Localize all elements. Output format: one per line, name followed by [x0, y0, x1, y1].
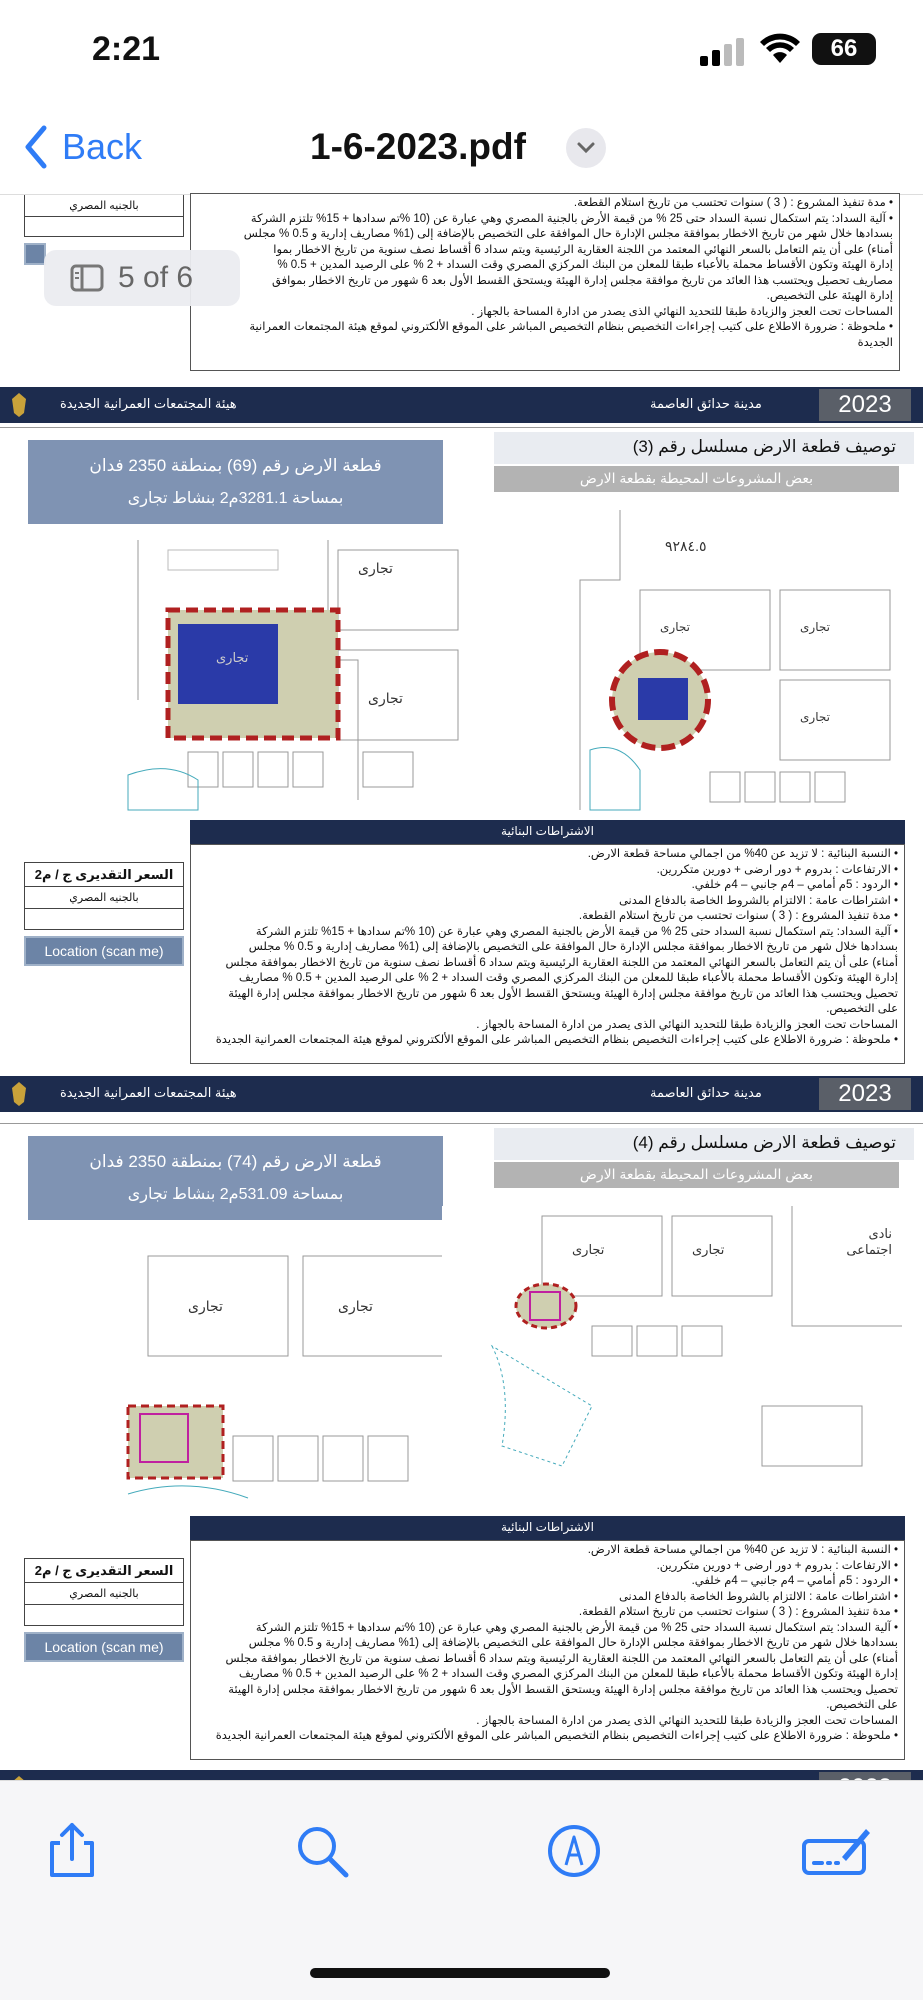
- spec-line: • ملحوظة : ضرورة الاطلاع على كتيب إجراءات التخصيص بنظام التخصيص المباشر على الموقع الألكتروني لموقع هيئة المجتمعات العمرانية الجديدة: [215, 1034, 898, 1046]
- price-value: [25, 909, 183, 931]
- map-label: تجارى: [216, 650, 249, 665]
- spec-line: • النسبة البنائية : لا تزيد عن 40% من اجمالي مساحة قطعة الارض.: [587, 848, 898, 860]
- price-box: [24, 862, 184, 930]
- spec-line: • اشتراطات عامة : الالتزام بالشروط الخاصة بالدفاع المدنى: [618, 894, 898, 907]
- section-title: توصيف قطعة الارض مسلسل رقم (3): [494, 432, 914, 464]
- signature-icon[interactable]: [800, 1821, 872, 1881]
- footer-year: 2023: [819, 1078, 911, 1110]
- spec-line: • آلية السداد: يتم استكمال نسبة السداد حتى 25 % من قيمة الأرض بالجنية المصري وهي عبارة عن (10 %تم سدادها + 15% تلتزم الشركة: [255, 925, 898, 938]
- spec-header: الاشتراطات البنائية: [190, 820, 905, 844]
- price-currency: بالجنيه المصري: [25, 1583, 183, 1605]
- spec-header: الاشتراطات البنائية: [190, 1516, 905, 1540]
- home-indicator: [310, 1968, 610, 1978]
- authority-name: هيئة المجتمعات العمرانية الجديدة: [60, 1085, 237, 1100]
- spec-line: إدارة الهيئة على التخصيص.: [766, 290, 893, 302]
- price-header: السعر التقديرى ج / م2: [25, 863, 183, 887]
- spec-line: • ملحوظة : ضرورة الاطلاع على كتيب إجراءات التخصيص بنظام التخصيص المباشر على الموقع الألكتروني لموقع هيئة المجتمعات العمرانية الجديدة: [215, 1730, 898, 1742]
- spec-line: • ملحوظة : ضرورة الاطلاع على كتيب إجراءات التخصيص بنظام التخصيص المباشر على الموقع الألكتروني لموقع هيئة المجتمعات العمرانية: [249, 321, 893, 333]
- plot-title-line1: قطعة الارض رقم (69) بمنطقة 2350 فدان: [89, 456, 382, 475]
- spec-line: • الارتفاعات : بدروم + دور ارضى + دورين متكررين.: [656, 863, 898, 876]
- price-currency: بالجنيه المصري: [25, 195, 183, 217]
- spec-line: الجديدة: [857, 336, 893, 349]
- footer-band: [0, 387, 923, 423]
- location-button[interactable]: Location (scan me): [24, 936, 184, 966]
- sub-title: بعض المشروعات المحيطة بقطعة الارض: [494, 466, 899, 492]
- spec-line: بسدادها خلال شهر من تاريخ الاخطار بموافقة مجلس الإدارة حال الموافقة على التخصيص بالإضافة إلى (1% مصاريف إدارية و 0.5 % مجلس: [248, 941, 898, 953]
- map-label: تجارى: [358, 560, 393, 576]
- authority-name: هيئة المجتمعات العمرانية الجديدة: [60, 396, 237, 411]
- spec-line: إدارة الهيئة وتكون الأقساط محملة بالأعباء طبقا للمعلن من البنك المركزي المصري وقت السداد + 2 % على الرصيد المدين + 0.5 % مصاريف: [238, 1668, 898, 1680]
- page-indicator-label: 5 of 6: [118, 261, 194, 294]
- sub-title: بعض المشروعات المحيطة بقطعة الارض: [494, 1162, 899, 1188]
- plot-map-drawing: [128, 1236, 464, 1506]
- chevron-down-icon: [577, 142, 595, 154]
- footer-band: [0, 1076, 923, 1112]
- spec-line: أمناء) على أن يتم التعامل بالسعر النهائي المعتمد من اللجنة العقارية الرئيسية ويتم سداد 6 أقساط نصف سنوية من تاريخ الاخطار بموافقة مجلس: [225, 1652, 898, 1665]
- footer-year: 2023: [819, 389, 911, 421]
- navigation-bar: [0, 100, 923, 195]
- spec-line: • مدة تنفيذ المشروع : ( 3 ) سنوات تحتسب من تاريخ استلام القطعة.: [573, 197, 893, 209]
- map-label: تجارى: [338, 1298, 373, 1314]
- document-title[interactable]: 1-6-2023.pdf: [310, 126, 526, 167]
- map-label: تجارى: [572, 1242, 605, 1257]
- plot-title-line1: قطعة الارض رقم (74) بمنطقة 2350 فدان: [89, 1152, 382, 1171]
- markup-icon[interactable]: [544, 1821, 604, 1881]
- spec-text: [190, 844, 905, 1064]
- egypt-emblem-icon: [6, 1080, 32, 1108]
- spec-line: المساحات تحت العجز والزيادة طبقا للتحديد النهائي الذى يصدر من ادارة المساحة بالجهاز .: [471, 305, 893, 318]
- battery-indicator: 66: [812, 33, 876, 65]
- page-indicator[interactable]: [44, 250, 240, 306]
- spec-line: على التخصيص.: [826, 1699, 898, 1711]
- price-currency: بالجنيه المصري: [25, 887, 183, 909]
- bottom-toolbar: [0, 1780, 923, 2000]
- plot-title-box: [28, 440, 443, 524]
- spec-line: • مدة تنفيذ المشروع : ( 3 ) سنوات تحتسب من تاريخ استلام القطعة.: [578, 1606, 898, 1618]
- map-label: تجارى: [660, 620, 690, 634]
- status-time: 2:21: [92, 30, 161, 68]
- back-button[interactable]: [24, 122, 142, 172]
- spec-line: • الردود : 5م أمامي – 4م جانبي – 4م خلفي.: [691, 879, 898, 891]
- wifi-icon: [760, 33, 800, 65]
- spec-line: بسدادها خلال شهر من تاريخ الاخطار بموافقة مجلس الإدارة حال الموافقة على التخصيص بالإضافة إلى (1% مصاريف إدارية و 0.5 % مجلس: [243, 228, 893, 240]
- plot-map-drawing: [560, 510, 900, 810]
- search-icon[interactable]: [292, 1821, 352, 1881]
- spec-line: تحصيل ويحتسب هذا العائد من تاريخ موافقة مجلس إدارة الهيئة ويستحق القسط الأول بعد 6 شهور من تاريخ الاخطار بموافقة مجلس إدارة الهيئة: [228, 1683, 898, 1696]
- city-name: مدينة حدائق العاصمة: [650, 1085, 762, 1100]
- section-title: توصيف قطعة الارض مسلسل رقم (4): [494, 1128, 914, 1160]
- spec-line: إدارة الهيئة وتكون الأقساط محملة بالأعباء طبقا للمعلن من البنك المركزي المصري وقت السداد + 2 % على الرصيد المدين + 0.5 %: [277, 259, 893, 271]
- pdf-page-plot-4: [0, 1123, 923, 1813]
- map-code: ٩٢٨٤.٥: [665, 538, 707, 554]
- spec-line: أمناء) على أن يتم التعامل بالسعر النهائي المعتمد من اللجنة العقارية الرئيسية ويتم سداد 6 أقساط نصف سنوية من تاريخ الاخطار بموافقة مجلس: [225, 956, 898, 969]
- map-label: تجارى: [800, 620, 830, 634]
- spec-line: المساحات تحت العجز والزيادة طبقا للتحديد النهائي الذى يصدر من ادارة المساحة بالجهاز .: [476, 1714, 898, 1727]
- map-label: تجارى: [800, 710, 830, 724]
- price-value: [25, 1605, 183, 1627]
- map-label: تجارى: [368, 690, 403, 706]
- egypt-emblem-icon: [6, 391, 32, 419]
- chevron-left-icon: [24, 125, 48, 169]
- price-header: السعر التقديرى ج / م2: [25, 1559, 183, 1583]
- map-label: تجارى: [188, 1298, 223, 1314]
- plot-map-drawing: [128, 540, 464, 810]
- spec-line: • النسبة البنائية : لا تزيد عن 40% من اجمالي مساحة قطعة الارض.: [587, 1544, 898, 1556]
- spec-line: • آلية السداد: يتم استكمال نسبة السداد حتى 25 % من قيمة الأرض بالجنية المصري وهي عبارة عن (10 %تم سدادها + 15% تلتزم الشركة: [250, 212, 893, 225]
- spec-line: إدارة الهيئة وتكون الأقساط محملة بالأعباء طبقا للمعلن من البنك المركزي المصري وقت السداد + 2 % على الرصيد المدين + 0.5 % مصاريف: [238, 972, 898, 984]
- plot-map-right: [442, 1206, 902, 1506]
- spec-line: بسدادها خلال شهر من تاريخ الاخطار بموافقة مجلس الإدارة حال الموافقة على التخصيص بالإضافة إلى (1% مصاريف إدارية و 0.5 % مجلس: [248, 1637, 898, 1649]
- plot-title-line2: بمساحة 531.09م2 بنشاط تجارى: [127, 1186, 344, 1203]
- back-label: Back: [62, 126, 143, 167]
- pdf-page-partial: [0, 195, 923, 425]
- spec-line: • آلية السداد: يتم استكمال نسبة السداد حتى 25 % من قيمة الأرض بالجنية المصري وهي عبارة عن (10 %تم سدادها + 15% تلتزم الشركة: [255, 1621, 898, 1634]
- cellular-signal-icon: [700, 36, 748, 66]
- plot-map-left: [128, 540, 464, 810]
- plot-map-right: [560, 510, 900, 810]
- spec-text: [190, 193, 900, 371]
- sidebar-icon: [70, 264, 104, 292]
- location-button[interactable]: [24, 243, 46, 265]
- share-icon[interactable]: [42, 1821, 102, 1881]
- title-menu-button[interactable]: [566, 128, 606, 168]
- spec-line: المساحات تحت العجز والزيادة طبقا للتحديد النهائي الذى يصدر من ادارة المساحة بالجهاز .: [476, 1018, 898, 1031]
- spec-line: تحصيل ويحتسب هذا العائد من تاريخ موافقة مجلس إدارة الهيئة ويستحق القسط الأول بعد 6 شهور من تاريخ الاخطار بموافقة مجلس إدارة الهيئة: [228, 987, 898, 1000]
- plot-title-line2: بمساحة 3281.1م2 بنشاط تجارى: [127, 490, 344, 507]
- spec-line: أمناء) على أن يتم التعامل بالسعر النهائي المعتمد من اللجنة العقارية الرئيسية ويتم سداد 6 أقساط نصف سنوية من تاريخ الاخطار بموا: [273, 243, 893, 256]
- spec-line: مصاريف تحصيل ويحتسب هذا العائد من تاريخ موافقة مجلس إدارة الهيئة ويستحق القسط الأول بعد 6 شهور من تاريخ الاخطار بموافق: [272, 274, 893, 287]
- spec-line: • الارتفاعات : بدروم + دور ارضى + دورين متكررين.: [656, 1559, 898, 1572]
- pdf-viewer[interactable]: [0, 195, 923, 1780]
- price-box: [24, 1558, 184, 1626]
- map-label: تجارى: [692, 1242, 725, 1257]
- spec-text: [190, 1540, 905, 1760]
- map-label-social-club: نادى اجتماعى: [846, 1226, 892, 1257]
- spec-line: • مدة تنفيذ المشروع : ( 3 ) سنوات تحتسب من تاريخ استلام القطعة.: [578, 910, 898, 922]
- location-button[interactable]: Location (scan me): [24, 1632, 184, 1662]
- pdf-page-plot-3: [0, 427, 923, 1117]
- spec-line: • اشتراطات عامة : الالتزام بالشروط الخاصة بالدفاع المدنى: [618, 1590, 898, 1603]
- price-box: [24, 195, 184, 237]
- spec-line: • الردود : 5م أمامي – 4م جانبي – 4م خلفي.: [691, 1575, 898, 1587]
- plot-map-left: [128, 1236, 464, 1506]
- spec-line: على التخصيص.: [826, 1003, 898, 1015]
- city-name: مدينة حدائق العاصمة: [650, 396, 762, 411]
- plot-title-box: [28, 1136, 443, 1220]
- status-bar: [0, 0, 923, 100]
